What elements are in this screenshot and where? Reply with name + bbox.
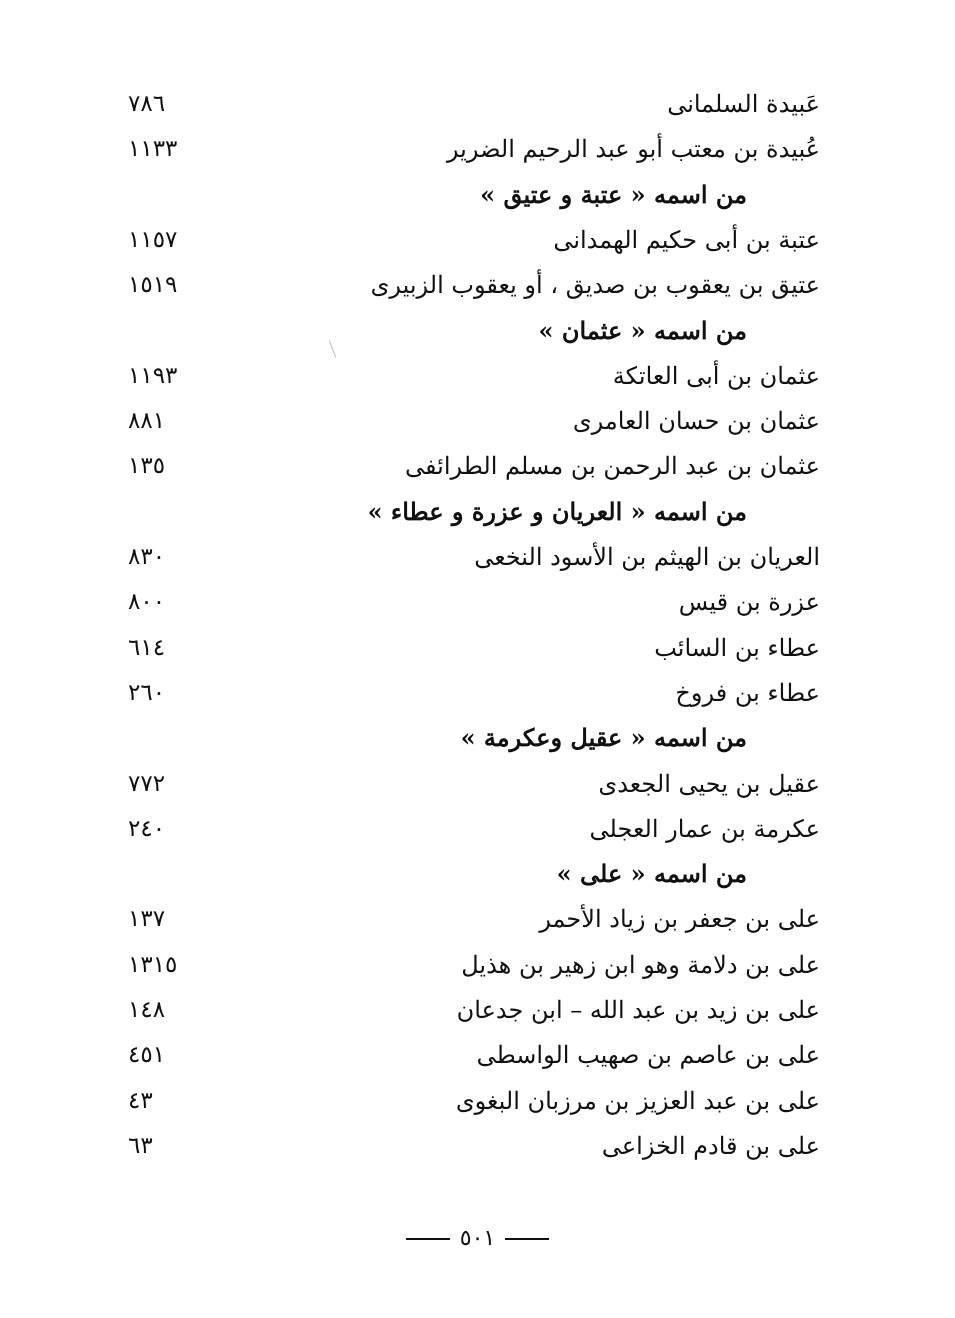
- index-entry: [100, 129, 825, 169]
- entry-page-number: ٤٥١: [128, 1042, 166, 1068]
- entry-name: عزرة بن قيس: [678, 588, 820, 616]
- index-entry: [100, 1126, 825, 1166]
- entry-name: عقيل بن يحيى الجعدى: [598, 770, 820, 798]
- index-entry: [100, 537, 825, 577]
- footer-dash-left: [406, 1238, 450, 1240]
- index-entry: [100, 446, 825, 486]
- entry-page-number: ١٤٨: [128, 997, 166, 1023]
- page-footer: [0, 1224, 955, 1254]
- index-entry: [100, 628, 825, 668]
- entry-page-number: ٧٧٢: [128, 771, 166, 797]
- heading-text: من اسمه « عثمان »: [538, 316, 747, 345]
- entry-page-number: ٨٠٠: [128, 589, 166, 615]
- entry-name: عطاء بن السائب: [654, 634, 820, 662]
- index-entry: [100, 899, 825, 939]
- heading-text: من اسمه « عتبة و عتيق »: [480, 180, 747, 209]
- entry-name: عتبة بن أبى حكيم الهمدانى: [553, 226, 820, 254]
- index-entry: [100, 265, 825, 305]
- entry-name: على بن دلامة وهو ابن زهير بن هذيل: [461, 951, 820, 979]
- entry-page-number: ١٣٧: [128, 906, 166, 932]
- entry-page-number: ٦١٤: [128, 635, 166, 661]
- index-entry: [100, 945, 825, 985]
- index-entry: [100, 990, 825, 1030]
- entry-page-number: ٦٣: [128, 1133, 153, 1159]
- index-entry: [100, 220, 825, 260]
- section-heading: [100, 854, 825, 894]
- footer-dash-right: [505, 1238, 549, 1240]
- page-number: ٥٠١: [459, 1226, 496, 1251]
- entry-page-number: ٧٨٦: [128, 91, 166, 117]
- entry-name: عتيق بن يعقوب بن صديق ، أو يعقوب الزبيرى: [370, 271, 820, 299]
- index-entry: [100, 356, 825, 396]
- entry-name: عطاء بن فروخ: [675, 679, 820, 707]
- section-heading: [100, 175, 825, 215]
- heading-text: من اسمه « على »: [556, 859, 747, 888]
- entry-page-number: ٤٣: [128, 1088, 153, 1114]
- entry-name: عُبيدة بن معتب أبو عبد الرحيم الضرير: [446, 135, 820, 163]
- entry-page-number: ١١٣٣: [128, 136, 178, 162]
- section-heading: [100, 492, 825, 532]
- entry-name: على بن جعفر بن زياد الأحمر: [539, 905, 820, 933]
- entry-page-number: ١٣١٥: [128, 952, 178, 978]
- entry-name: العريان بن الهيثم بن الأسود النخعى: [474, 543, 820, 571]
- entry-page-number: ٨٨١: [128, 408, 166, 434]
- entry-name: عثمان بن أبى العاتكة: [612, 362, 820, 390]
- entry-name: عكرمة بن عمار العجلى: [589, 815, 820, 843]
- index-entry: [100, 401, 825, 441]
- entry-name: على بن زيد بن عبد الله – ابن جدعان: [456, 996, 820, 1024]
- index-entry: [100, 1035, 825, 1075]
- entry-page-number: ١١٩٣: [128, 363, 178, 389]
- entry-name: على بن عاصم بن صهيب الواسطى: [476, 1041, 820, 1069]
- entry-page-number: ١٣٥: [128, 453, 166, 479]
- section-heading: [100, 311, 825, 351]
- entry-name: عثمان بن حسان العامرى: [572, 407, 820, 435]
- entry-name: على بن عبد العزيز بن مرزبان البغوى: [455, 1087, 820, 1115]
- entry-page-number: ٢٦٠: [128, 680, 166, 706]
- index-entry: [100, 764, 825, 804]
- entry-page-number: ١١٥٧: [128, 227, 178, 253]
- index-entry: [100, 1081, 825, 1121]
- section-heading: [100, 718, 825, 758]
- index-entry: [100, 673, 825, 713]
- entry-name: عثمان بن عبد الرحمن بن مسلم الطرائفى: [405, 452, 820, 480]
- index-entry: [100, 809, 825, 849]
- index-entry: [100, 582, 825, 622]
- heading-text: من اسمه « عقيل وعكرمة »: [460, 723, 747, 752]
- entry-name: عَبيدة السلمانى: [667, 90, 820, 118]
- entry-name: على بن قادم الخزاعى: [601, 1132, 820, 1160]
- entry-page-number: ٢٤٠: [128, 816, 166, 842]
- entry-page-number: ٨٣٠: [128, 544, 166, 570]
- entry-page-number: ١٥١٩: [128, 272, 178, 298]
- index-entry: [100, 84, 825, 124]
- heading-text: من اسمه « العريان و عزرة و عطاء »: [367, 497, 747, 526]
